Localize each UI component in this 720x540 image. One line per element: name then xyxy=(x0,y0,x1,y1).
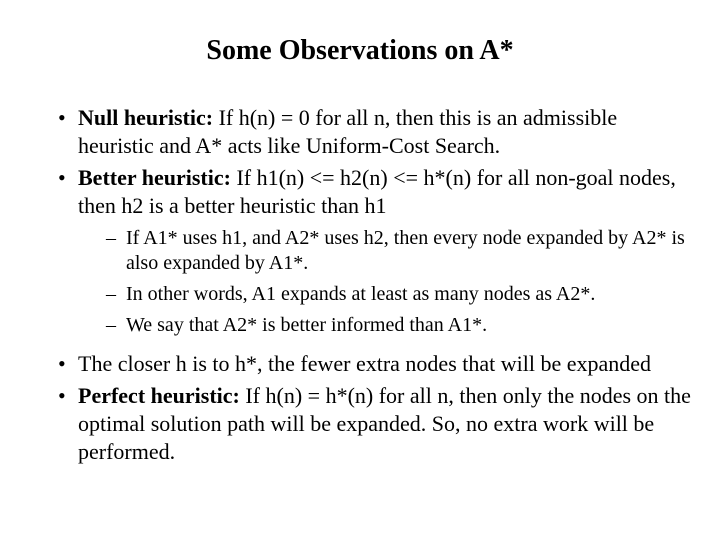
bullet-marker: • xyxy=(58,165,66,190)
bullet-list xyxy=(58,104,698,466)
bullet-text: If h(n) = h*(n) for all n, then only the nodes on the optimal solution path will be expanded. So, no extra work will be performed. xyxy=(78,383,691,464)
bullet-text: The closer h is to h*, the fewer extra nodes that will be expanded xyxy=(78,351,652,376)
bullet-text: If h(n) = 0 for all n, then this is an admissible heuristic and A* acts like Uniform-Cost Search. xyxy=(78,105,618,158)
bullet-perfect-heuristic xyxy=(58,382,698,466)
bullet-lead: Null heuristic: xyxy=(78,105,214,130)
sub-bullet-item xyxy=(78,313,698,338)
bullet-marker: • xyxy=(58,383,66,408)
bullet-better-heuristic xyxy=(58,164,698,338)
sub-bullet-text: If A1* uses h1, and A2* uses h2, then every node expanded by A2* is also expanded by A1*. xyxy=(126,227,685,274)
sub-bullet-list xyxy=(78,226,698,338)
sub-bullet-marker: – xyxy=(106,283,116,305)
bullet-marker: • xyxy=(58,105,66,130)
sub-bullet-item xyxy=(78,226,698,276)
sub-bullet-text: In other words, A1 expands at least as many nodes as A2*. xyxy=(126,283,596,305)
sub-bullet-text: We say that A2* is better informed than A1*. xyxy=(126,314,488,336)
bullet-closer-h xyxy=(58,350,698,378)
sub-bullet-marker: – xyxy=(106,227,116,249)
sub-bullet-item xyxy=(78,282,698,307)
bullet-marker: • xyxy=(58,351,66,376)
sub-bullet-marker: – xyxy=(106,314,116,336)
bullet-lead: Perfect heuristic: xyxy=(78,383,240,408)
bullet-lead: Better heuristic: xyxy=(78,165,231,190)
bullet-text: If h1(n) <= h2(n) <= h*(n) for all non-goal nodes, then h2 is a better heuristic than h1 xyxy=(78,165,676,218)
bullet-null-heuristic xyxy=(58,104,698,160)
slide-title: Some Observations on A* xyxy=(206,35,514,66)
